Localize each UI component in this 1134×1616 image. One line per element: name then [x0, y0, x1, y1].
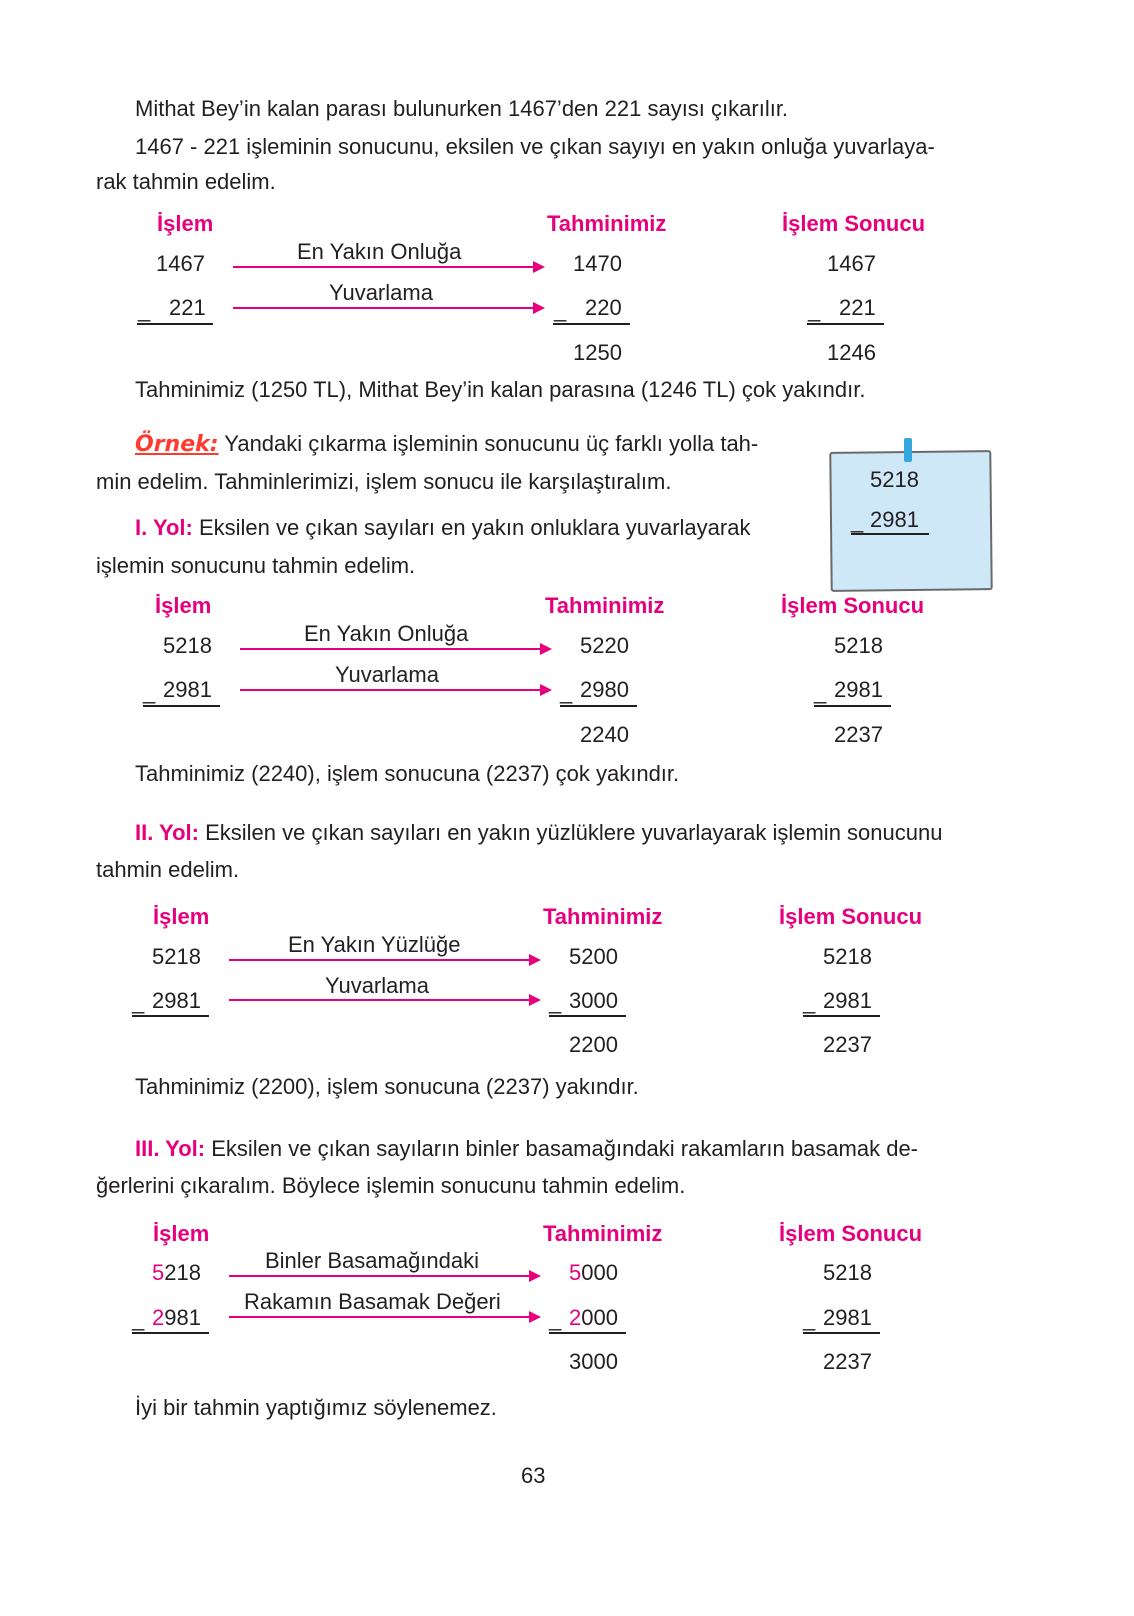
sum-rule	[807, 323, 884, 325]
arrow-label-top: Binler Basamağındaki	[265, 1248, 480, 1273]
tahmin-result: 2200	[569, 1032, 618, 1057]
sum-rule	[549, 1015, 626, 1017]
header-islem-sonucu: İşlem Sonucu	[779, 904, 923, 929]
minus-sign: _	[138, 297, 151, 322]
islem-minuend: 5218	[163, 633, 212, 658]
sonuc-result: 2237	[823, 1349, 872, 1374]
yol1-text-1: Eksilen ve çıkan sayıları en yakın onluklara yuvarlayarak	[198, 515, 751, 540]
yol1-label: I. Yol:	[135, 515, 193, 540]
sum-rule	[137, 323, 213, 325]
yol3-label: III. Yol:	[135, 1136, 206, 1161]
arrow-right-icon	[229, 1275, 539, 1277]
arrow-right-icon	[229, 1316, 539, 1318]
arrow-label-bottom: Rakamın Basamak Değeri	[244, 1289, 501, 1314]
intro-line-2: 1467 - 221 işleminin sonucunu, eksilen ve çıkan sayıyı en yakın onluğa yuvarlaya-	[135, 134, 935, 159]
tahmin-subtrahend: 2980	[580, 677, 629, 702]
sonuc-result: 2237	[823, 1032, 872, 1057]
islem-minuend: 1467	[156, 251, 205, 276]
arrow-right-icon	[229, 999, 539, 1001]
yol3-line-1	[135, 1135, 977, 1163]
note-subtrahend: 2981	[870, 507, 919, 532]
sonuc-subtrahend: 2981	[834, 677, 883, 702]
tahmin-result: 1250	[573, 340, 622, 365]
yol2-text-1: Eksilen ve çıkan sayıları en yakın yüzlüklere yuvarlayarak işlemin sonucunu	[205, 820, 943, 845]
header-islem: İşlem	[155, 593, 212, 618]
rest-digits: 000	[581, 1305, 618, 1330]
arrow-label-top: En Yakın Onluğa	[297, 239, 462, 264]
minus-sign: _	[803, 989, 816, 1014]
yol2-text-2: tahmin edelim.	[96, 857, 240, 882]
minus-sign: _	[851, 508, 864, 533]
sum-rule	[560, 705, 637, 707]
thousands-digit: 5	[569, 1260, 582, 1285]
sonuc-minuend: 5218	[823, 1260, 872, 1285]
arrow-right-icon	[233, 266, 543, 268]
minus-sign: _	[549, 989, 562, 1014]
intro-line-3: rak tahmin edelim.	[96, 169, 276, 194]
minus-sign: _	[814, 679, 827, 704]
tahmin-subtrahend	[569, 1304, 618, 1332]
intro-line-1: Mithat Bey’in kalan parası bulunurken 1467’den 221 sayısı çıkarılır.	[135, 96, 789, 121]
note-minuend: 5218	[870, 467, 919, 492]
sonuc-minuend: 1467	[827, 251, 876, 276]
pin-icon	[904, 438, 912, 462]
sonuc-minuend: 5218	[834, 633, 883, 658]
sum-rule	[132, 1015, 209, 1017]
sonuc-result: 1246	[827, 340, 876, 365]
ornek-line-1	[135, 430, 758, 459]
arrow-right-icon	[233, 307, 543, 309]
header-tahminimiz: Tahminimiz	[547, 211, 667, 236]
header-tahminimiz: Tahminimiz	[543, 1221, 663, 1246]
ornek-text-1: Yandaki çıkarma işleminin sonucunu üç farklı yolla tah-	[224, 431, 759, 456]
sum-rule	[803, 1332, 880, 1334]
yol3-text-2: ğerlerini çıkaralım. Böylece işlemin sonucunu tahmin edelim.	[96, 1173, 686, 1198]
header-islem: İşlem	[157, 211, 214, 236]
arrow-label-bottom: Yuvarlama	[325, 973, 429, 998]
islem-minuend: 5218	[152, 944, 201, 969]
tahmin-minuend: 5200	[569, 944, 618, 969]
tahmin-result: 3000	[569, 1349, 618, 1374]
page-number: 63	[521, 1463, 546, 1488]
tahmin-minuend	[569, 1259, 618, 1287]
thousands-digit: 2	[569, 1305, 582, 1330]
arrow-label-top: En Yakın Yüzlüğe	[288, 932, 461, 957]
islem-subtrahend	[152, 1304, 201, 1332]
tahmin-minuend: 1470	[573, 251, 622, 276]
sum-rule	[132, 1332, 209, 1334]
header-islem-sonucu: İşlem Sonucu	[781, 593, 925, 618]
ornek-label: Örnek:	[135, 432, 219, 457]
conclusion-2: Tahminimiz (2240), işlem sonucuna (2237) çok yakındır.	[135, 761, 680, 786]
sum-rule	[143, 705, 220, 707]
sum-rule	[851, 533, 929, 535]
sonuc-subtrahend: 221	[839, 295, 876, 320]
conclusion-4: İyi bir tahmin yaptığımız söylenemez.	[135, 1395, 497, 1420]
tahmin-subtrahend: 3000	[569, 988, 618, 1013]
yol1-text-2: işlemin sonucunu tahmin edelim.	[96, 553, 416, 578]
minus-sign: _	[808, 297, 821, 322]
tahmin-subtrahend: 220	[585, 295, 622, 320]
header-islem: İşlem	[153, 904, 210, 929]
header-tahminimiz: Tahminimiz	[545, 593, 665, 618]
sonuc-subtrahend: 2981	[823, 1305, 872, 1330]
islem-subtrahend: 2981	[163, 677, 212, 702]
yol1-line-1	[135, 514, 750, 542]
tahmin-minuend: 5220	[580, 633, 629, 658]
sonuc-minuend: 5218	[823, 944, 872, 969]
header-islem-sonucu: İşlem Sonucu	[782, 211, 926, 236]
sum-rule	[803, 1015, 880, 1017]
thousands-digit: 5	[152, 1260, 165, 1285]
header-islem-sonucu: İşlem Sonucu	[779, 1221, 923, 1246]
conclusion-1: Tahminimiz (1250 TL), Mithat Bey’in kalan parasına (1246 TL) çok yakındır.	[135, 377, 866, 402]
yol2-line-1	[135, 819, 942, 847]
minus-sign: _	[803, 1306, 816, 1331]
minus-sign: _	[132, 1306, 145, 1331]
arrow-label-bottom: Yuvarlama	[335, 662, 439, 687]
rest-digits: 218	[164, 1260, 201, 1285]
ornek-text-2: min edelim. Tahminlerimizi, işlem sonucu ile karşılaştıralım.	[96, 469, 672, 494]
islem-minuend	[152, 1259, 201, 1287]
islem-subtrahend: 221	[169, 295, 206, 320]
sum-rule	[549, 1332, 626, 1334]
minus-sign: _	[132, 989, 145, 1014]
arrow-right-icon	[240, 689, 550, 691]
header-islem: İşlem	[153, 1221, 210, 1246]
minus-sign: _	[549, 1306, 562, 1331]
minus-sign: _	[560, 679, 573, 704]
sonuc-result: 2237	[834, 722, 883, 747]
arrow-right-icon	[229, 959, 539, 961]
arrow-right-icon	[240, 648, 550, 650]
rest-digits: 000	[581, 1260, 618, 1285]
conclusion-3: Tahminimiz (2200), işlem sonucuna (2237) yakındır.	[135, 1074, 639, 1099]
sum-rule	[553, 323, 630, 325]
header-tahminimiz: Tahminimiz	[543, 904, 663, 929]
arrow-label-bottom: Yuvarlama	[329, 280, 433, 305]
yol3-text-1: Eksilen ve çıkan sayıların binler basamağındaki rakamların basamak de-	[211, 1136, 919, 1161]
sonuc-subtrahend: 2981	[823, 988, 872, 1013]
minus-sign: _	[143, 679, 156, 704]
arrow-label-top: En Yakın Onluğa	[304, 621, 469, 646]
tahmin-result: 2240	[580, 722, 629, 747]
sum-rule	[814, 705, 891, 707]
yol2-label: II. Yol:	[135, 820, 199, 845]
islem-subtrahend: 2981	[152, 988, 201, 1013]
thousands-digit: 2	[152, 1305, 165, 1330]
rest-digits: 981	[164, 1305, 201, 1330]
minus-sign: _	[554, 297, 567, 322]
